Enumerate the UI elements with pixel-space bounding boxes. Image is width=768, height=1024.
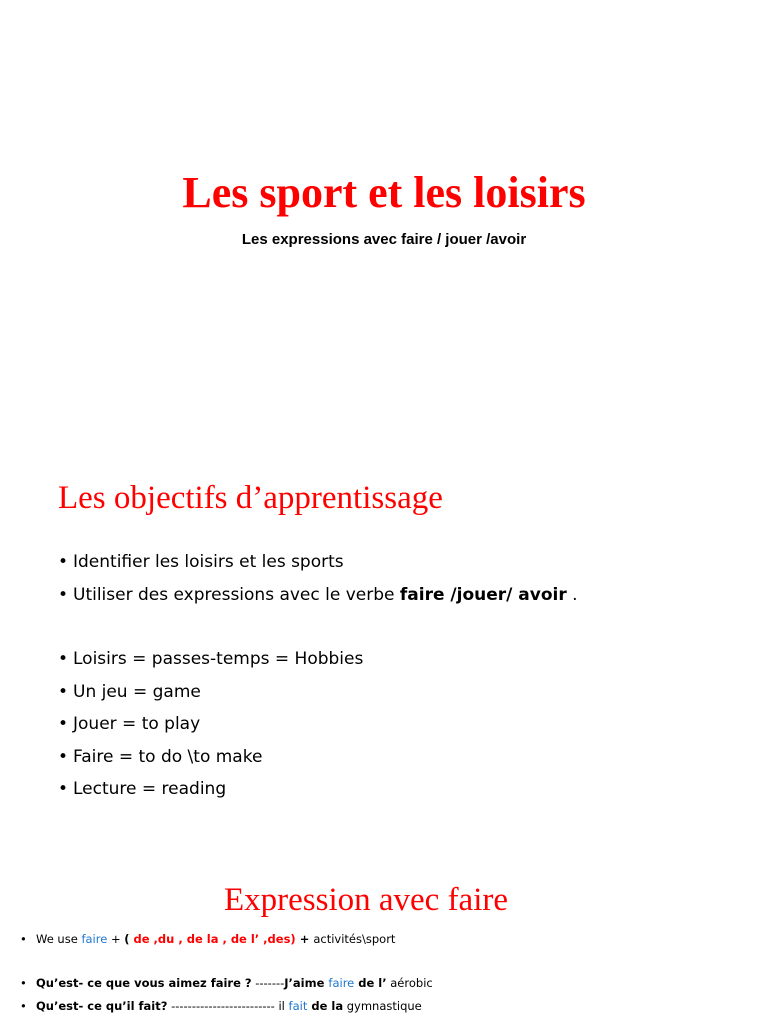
example-article: de la <box>307 999 344 1013</box>
vocabulary-item <box>58 643 363 676</box>
objective-suffix: . <box>566 584 578 605</box>
objective-text: Identifier les loisirs et les sports <box>73 552 344 572</box>
vocabulary-list <box>58 643 363 806</box>
example-question: Qu’est- ce qu’il fait? <box>36 999 168 1013</box>
vocabulary-text: Jouer = to play <box>73 714 201 734</box>
example-verb: fait <box>288 999 308 1013</box>
rule-verb: faire <box>81 932 108 946</box>
example-article: de l’ <box>354 976 387 990</box>
rule-paren: ( <box>124 932 134 946</box>
objective-item <box>58 579 578 612</box>
example-dashes: ------------------------- il <box>167 999 289 1013</box>
objective-item <box>58 546 578 579</box>
vocabulary-text: Un jeu = game <box>73 681 201 702</box>
page-subtitle: Les expressions avec faire / jouer /avoir <box>241 231 527 248</box>
vocabulary-item <box>58 741 363 774</box>
rule-text: We use <box>36 932 82 946</box>
example-item <box>20 995 433 1018</box>
objectives-list <box>58 546 578 611</box>
objective-text: Utiliser des expressions avec le verbe <box>73 584 400 605</box>
expression-heading: Expression avec faire <box>223 882 509 918</box>
vocabulary-item <box>58 676 363 709</box>
vocabulary-text: Loisirs = passes-temps = Hobbies <box>73 649 364 669</box>
example-question: Qu’est- ce que vous aimez faire ? <box>36 976 252 990</box>
rule-plus: + <box>107 932 125 946</box>
page-title: Les sport et les loisirs <box>182 168 586 217</box>
rule-item <box>20 928 395 951</box>
example-noun: gymnastique <box>343 999 422 1013</box>
example-noun: aérobic <box>386 976 433 990</box>
example-item <box>20 972 433 995</box>
vocabulary-text: Faire = to do \to make <box>73 746 263 767</box>
vocabulary-item <box>58 773 363 806</box>
objective-verbs: faire /jouer/ avoir <box>399 584 567 605</box>
example-verb: faire <box>328 976 355 990</box>
rule-plus-2: + <box>295 932 314 946</box>
rule-list <box>20 928 395 951</box>
example-dashes: ------- <box>251 976 285 990</box>
vocabulary-text: Lecture = reading <box>73 779 227 799</box>
example-answer: J’aime <box>284 976 329 990</box>
rule-articles: de ,du , de la , de l’ ,des) <box>133 932 296 946</box>
vocabulary-item <box>58 708 363 741</box>
objectives-heading: Les objectifs d’apprentissage <box>58 480 443 516</box>
rule-activities: activités\sport <box>313 932 396 946</box>
examples-list <box>20 972 433 1018</box>
